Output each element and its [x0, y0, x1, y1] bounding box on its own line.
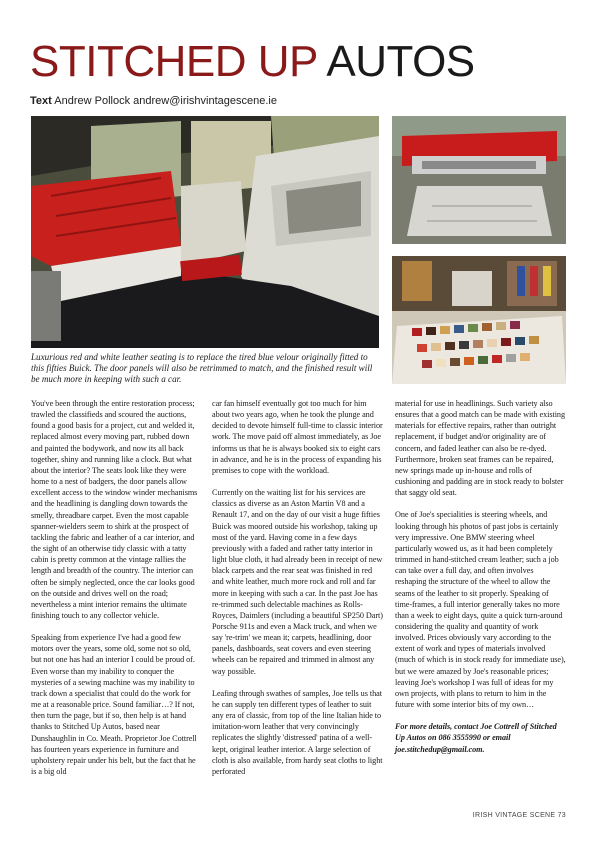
- article-title-part1: STITCHED UP: [30, 37, 318, 86]
- article-title-part2: AUTOS: [326, 37, 475, 86]
- paragraph: One of Joe's specialities is steering wheels, and looking through his photos of past jobs is certainly very impressive. One BMW steering wheel particularly wowed us, as it had been completely trimmed in hand-stitched cream leather; such a job can take over a full day, and often involves reshaping the structure of the wheel to allow the seams of the leather to sit properly. Speaking of time-frames, a full interior generally takes no more than a week to eight days, quite a quick turn-around considering the quality and quantity of work involved. Prices obviously vary according to the extent of work and types of materials involved (much of which is in stock ready for immediate use), but we were amazed by Joe's reasonable prices; leaving Joe's workshop I was full of ideas for my own projects, with plans to return to him in the future with some interior bits of my own…: [395, 510, 566, 710]
- paragraph: Speaking from experience I've had a good few motors over the years, some old, some not so old, but not one has had an interior I could be proud of. Even worse than my inability to conquer the mysteries of a sewing machine was my inability to track down a specialist that could do the work for me at a reasonable price. Sound familiar…? If not, then turn the page, but if so, then help is at hand thanks to Stitched Up Autos, based near Dunshaughlin in Co. Meath. Proprietor Joe Cottrell has fourteen years experience in furniture and upholstery repair under his belt, but the fact that he is a big old: [31, 633, 197, 776]
- byline-author: Andrew Pollock andrew@irishvintagescene.ie: [54, 95, 277, 107]
- photo-leather-samples: [392, 256, 566, 384]
- leather-samples-illustration: [392, 256, 566, 384]
- photo-caption: Luxurious red and white leather seating is to replace the tired blue velour originally fitted to this fifties Buick. The door panels will also be retrimmed to match, and the finished result will be much more in keeping with such a car.: [31, 352, 373, 384]
- buick-interior-illustration: [31, 116, 379, 348]
- paragraph: Leafing through swathes of samples, Joe tells us that he can supply ten different types of leather to suit any era of classic, from top of the line Italian hide to imitation-worn leather that very convincingly replicates the slightly 'distressed' patina of a well-kept, original leather interior. A large selection of cloth is also available, from hardy seat cloths to light perforated: [212, 688, 383, 776]
- photo-buick-front-seat: [392, 116, 566, 244]
- main-photo-buick-interior: [31, 116, 379, 348]
- article-title: [30, 37, 475, 86]
- contact-details: For more details, contact Joe Cottrell of Stitched Up Autos on 086 3555990 or email joe.stitchedup@gmail.com.: [395, 722, 557, 754]
- article-column-1: [31, 398, 202, 788]
- paragraph: Currently on the waiting list for his services are classics as diverse as an Aston Martin V8 and a Renault 17, and on the day of our visit a huge fifties Buick was moored outside his workshop, taking up most of the yard. Having come in a few days previously with a faded and rather tatty interior in light blue cloth, it had already been in receipt of new black carpets and the rear seat was finished in red and white leather, much more rock and roll and far more in keeping with such a car. In the past Joe has re-trimmed such delectable machines as Rolls-Royces, Daimlers (including a beautiful SP250 Dart) Porsche 911s and even a Mack truck, and when we say 're-trim' we mean it; carpets, headlining, door panels, dashboards, seat covers and even steering wheels can be repaired and trimmed in almost any way possible.: [212, 488, 383, 676]
- buick-front-illustration: [392, 116, 566, 244]
- article-column-2: [212, 398, 383, 788]
- byline-label: Text: [30, 95, 52, 107]
- paragraph: You've been through the entire restoration process; trawled the classifieds and scoured the auctions, found a good basis for a project, cut and welded it, replaced almost every moving part, rubbed down and painted the bodywork, and now its all back together, shiny and running like a clock. But what about the interior? The seats look like they were home to a nest of badgers, the door panels allow excellent access to the window winder mechanisms and the headlining is dangling down towards the smelly, threadbare carpet. Even the most capable spanner-wielders seem to shirk at the prospect of tackling the fabric and leather of a car interior, and the sight of an otherwise tidy classic with a tatty cabin is pretty common at the vintage rallies the length and breadth of the country. The interior can often be simply neglected, once the car looks good on the outside and drives well on the road; nevertheless a mint interior remains the ultimate finishing touch to any collector vehicle.: [31, 399, 198, 620]
- paragraph: car fan himself eventually got too much for him about two years ago, when he took the plunge and decided to devote himself full-time to classic interior work. The move paid off almost immediately, as Joe informs us that he is always booked six to eight cars in advance, and he is in the process of expanding his premises to cope with the workload.: [212, 399, 383, 475]
- page-footer: IRISH VINTAGE SCENE 73: [472, 812, 566, 819]
- article-column-3: [395, 398, 566, 766]
- paragraph: material for use in headlinings. Such variety also ensures that a good match can be made with existing materials for effective repairs, rather than outright replacement, if budget and/or originality are of concern, and faded leather can also be re-dyed. Furthermore, broken seat frames can be repaired, new springs made up in-house and rolls of cushioning and padding are in stock ready to bolster that saggy old seat.: [395, 399, 566, 498]
- byline: [30, 95, 277, 107]
